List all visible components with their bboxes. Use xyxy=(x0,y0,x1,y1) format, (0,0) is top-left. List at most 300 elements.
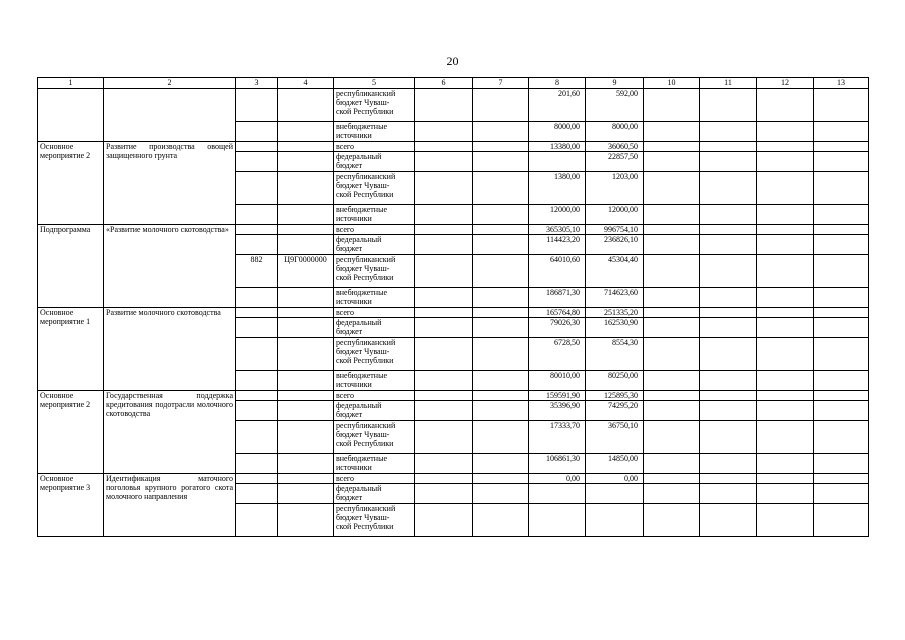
table-row xyxy=(38,474,869,484)
value-cell: 8000,00 xyxy=(586,122,644,142)
target-article-cell xyxy=(278,421,334,454)
value-cell xyxy=(644,484,700,504)
value-cell xyxy=(757,401,814,421)
value-cell xyxy=(644,172,700,205)
funding-source-line: бюджет xyxy=(336,244,363,253)
funding-source-line: бюджет Чуваш- xyxy=(336,98,390,107)
value-cell xyxy=(473,504,529,537)
funding-source-line: бюджет Чуваш- xyxy=(336,347,390,356)
measure-name-cell: Идентификация маточного поголовья крупного рогатого скота молочного направления xyxy=(104,474,236,537)
funding-source-line: источники xyxy=(336,297,372,306)
funding-source-cell xyxy=(334,235,415,255)
measure-type-cell: Подпрограмма xyxy=(38,225,104,308)
funding-source-line: республиканский xyxy=(336,89,396,98)
value-cell: 6728,50 xyxy=(529,338,586,371)
value-cell xyxy=(757,371,814,391)
grbs-code-cell xyxy=(236,454,278,474)
target-article-cell xyxy=(278,172,334,205)
target-article-cell xyxy=(278,205,334,225)
value-cell xyxy=(814,205,869,225)
value-cell xyxy=(415,474,473,484)
value-cell xyxy=(814,484,869,504)
grbs-code-cell xyxy=(236,235,278,255)
funding-source-line: бюджет xyxy=(336,493,363,502)
funding-source-cell xyxy=(334,318,415,338)
value-cell xyxy=(757,255,814,288)
funding-source-cell xyxy=(334,205,415,225)
value-cell xyxy=(757,122,814,142)
target-article-cell xyxy=(278,401,334,421)
value-cell xyxy=(473,225,529,235)
value-cell xyxy=(814,318,869,338)
value-cell: 80250,00 xyxy=(586,371,644,391)
value-cell xyxy=(473,255,529,288)
value-cell xyxy=(814,89,869,122)
funding-source-line: ской Республики xyxy=(336,439,394,448)
value-cell xyxy=(644,89,700,122)
value-cell: 0,00 xyxy=(586,474,644,484)
value-cell xyxy=(473,235,529,255)
value-cell: 8554,30 xyxy=(586,338,644,371)
funding-source-line: внебюджетные xyxy=(336,454,387,463)
grbs-code-cell xyxy=(236,308,278,318)
target-article-cell xyxy=(278,225,334,235)
funding-source-cell xyxy=(334,401,415,421)
value-cell: 186871,30 xyxy=(529,288,586,308)
value-cell: 17333,70 xyxy=(529,421,586,454)
grbs-code-cell xyxy=(236,205,278,225)
value-cell xyxy=(415,235,473,255)
funding-source-line: ской Республики xyxy=(336,107,394,116)
value-cell xyxy=(529,504,586,537)
value-cell xyxy=(473,288,529,308)
value-cell xyxy=(700,308,757,318)
table-row xyxy=(38,89,869,122)
value-cell xyxy=(814,474,869,484)
value-cell xyxy=(814,152,869,172)
value-cell: 64010,60 xyxy=(529,255,586,288)
value-cell xyxy=(700,484,757,504)
funding-source-cell xyxy=(334,421,415,454)
funding-source-cell xyxy=(334,504,415,537)
value-cell: 251335,20 xyxy=(586,308,644,318)
funding-source-cell xyxy=(334,391,415,401)
header-cell: 7 xyxy=(473,78,529,89)
target-article-cell xyxy=(278,308,334,318)
measure-name-cell: «Развитие молочного скотоводства» xyxy=(104,225,236,308)
value-cell xyxy=(586,504,644,537)
funding-source-line: источники xyxy=(336,380,372,389)
measure-type-cell: Основное мероприятие 2 xyxy=(38,391,104,474)
value-cell xyxy=(700,474,757,484)
value-cell xyxy=(757,308,814,318)
value-cell xyxy=(757,318,814,338)
header-cell: 10 xyxy=(644,78,700,89)
value-cell xyxy=(700,421,757,454)
funding-source-cell xyxy=(334,122,415,142)
funding-source-line: всего xyxy=(336,308,355,317)
page-number: 20 xyxy=(446,54,459,68)
value-cell xyxy=(473,308,529,318)
value-cell xyxy=(473,89,529,122)
funding-source-line: ской Республики xyxy=(336,190,394,199)
value-cell xyxy=(415,255,473,288)
target-article-cell xyxy=(278,474,334,484)
funding-source-cell xyxy=(334,225,415,235)
value-cell xyxy=(473,454,529,474)
value-cell: 1380,00 xyxy=(529,172,586,205)
value-cell xyxy=(473,318,529,338)
value-cell xyxy=(415,401,473,421)
value-cell xyxy=(415,504,473,537)
value-cell xyxy=(757,484,814,504)
value-cell xyxy=(644,371,700,391)
value-cell xyxy=(700,288,757,308)
value-cell xyxy=(644,504,700,537)
value-cell xyxy=(644,255,700,288)
header-cell: 4 xyxy=(278,78,334,89)
header-cell: 12 xyxy=(757,78,814,89)
funding-source-line: федеральный xyxy=(336,484,382,493)
measure-name-cell: Развитие молочного скотоводства xyxy=(104,308,236,391)
funding-source-line: республиканский xyxy=(336,172,396,181)
funding-source-line: республиканский xyxy=(336,338,396,347)
measure-type-cell: Основное мероприятие 1 xyxy=(38,308,104,391)
grbs-code-cell xyxy=(236,371,278,391)
funding-source-line: республиканский xyxy=(336,421,396,430)
grbs-code-cell xyxy=(236,421,278,454)
value-cell: 79026,30 xyxy=(529,318,586,338)
value-cell xyxy=(415,338,473,371)
value-cell xyxy=(814,225,869,235)
grbs-code-cell xyxy=(236,474,278,484)
value-cell xyxy=(700,235,757,255)
value-cell xyxy=(415,454,473,474)
value-cell: 12000,00 xyxy=(586,205,644,225)
funding-source-line: ской Республики xyxy=(336,522,394,531)
value-cell xyxy=(814,172,869,205)
funding-source-cell xyxy=(334,371,415,391)
value-cell xyxy=(415,484,473,504)
value-cell: 80010,00 xyxy=(529,371,586,391)
value-cell xyxy=(814,255,869,288)
value-cell: 996754,10 xyxy=(586,225,644,235)
value-cell xyxy=(757,504,814,537)
value-cell: 13380,00 xyxy=(529,142,586,152)
value-cell xyxy=(757,338,814,371)
value-cell xyxy=(586,484,644,504)
value-cell: 162530,90 xyxy=(586,318,644,338)
target-article-cell xyxy=(278,89,334,122)
value-cell xyxy=(700,255,757,288)
value-cell xyxy=(473,142,529,152)
value-cell xyxy=(700,152,757,172)
value-cell xyxy=(700,401,757,421)
funding-source-cell xyxy=(334,338,415,371)
table-row xyxy=(38,391,869,401)
value-cell xyxy=(415,371,473,391)
value-cell xyxy=(473,421,529,454)
target-article-cell xyxy=(278,318,334,338)
value-cell xyxy=(644,205,700,225)
value-cell xyxy=(700,504,757,537)
value-cell xyxy=(473,484,529,504)
funding-source-line: федеральный xyxy=(336,235,382,244)
value-cell xyxy=(757,89,814,122)
value-cell xyxy=(415,152,473,172)
value-cell xyxy=(757,288,814,308)
target-article-cell xyxy=(278,504,334,537)
budget-table xyxy=(37,77,869,537)
funding-source-line: всего xyxy=(336,225,355,234)
value-cell: 106861,30 xyxy=(529,454,586,474)
measure-name-cell: Развитие производства овощей защищенного грунта xyxy=(104,142,236,225)
value-cell: 159591,90 xyxy=(529,391,586,401)
value-cell xyxy=(644,142,700,152)
grbs-code-cell xyxy=(236,484,278,504)
funding-source-cell xyxy=(334,454,415,474)
value-cell xyxy=(644,474,700,484)
value-cell: 365305,10 xyxy=(529,225,586,235)
funding-source-line: федеральный xyxy=(336,152,382,161)
value-cell: 201,60 xyxy=(529,89,586,122)
funding-source-line: бюджет Чуваш- xyxy=(336,181,390,190)
value-cell xyxy=(757,474,814,484)
value-cell xyxy=(814,308,869,318)
value-cell: 12000,00 xyxy=(529,205,586,225)
target-article-cell xyxy=(278,338,334,371)
value-cell xyxy=(473,205,529,225)
funding-source-line: всего xyxy=(336,474,355,483)
funding-source-line: источники xyxy=(336,463,372,472)
funding-source-line: бюджет Чуваш- xyxy=(336,264,390,273)
funding-source-line: бюджет Чуваш- xyxy=(336,430,390,439)
value-cell xyxy=(473,401,529,421)
value-cell xyxy=(700,225,757,235)
value-cell xyxy=(415,122,473,142)
value-cell: 714623,60 xyxy=(586,288,644,308)
value-cell: 8000,00 xyxy=(529,122,586,142)
value-cell xyxy=(757,421,814,454)
value-cell: 592,00 xyxy=(586,89,644,122)
value-cell xyxy=(700,89,757,122)
value-cell xyxy=(644,288,700,308)
funding-source-line: внебюджетные xyxy=(336,205,387,214)
header-cell: 5 xyxy=(334,78,415,89)
table-row xyxy=(38,308,869,318)
grbs-code-cell xyxy=(236,318,278,338)
grbs-code-cell xyxy=(236,391,278,401)
value-cell xyxy=(757,142,814,152)
grbs-code-cell xyxy=(236,504,278,537)
funding-source-cell xyxy=(334,288,415,308)
value-cell: 165764,80 xyxy=(529,308,586,318)
target-article-cell xyxy=(278,152,334,172)
value-cell xyxy=(757,225,814,235)
grbs-code-cell xyxy=(236,288,278,308)
target-article-cell xyxy=(278,142,334,152)
funding-source-cell xyxy=(334,484,415,504)
value-cell xyxy=(473,391,529,401)
grbs-code-cell xyxy=(236,89,278,122)
value-cell: 125895,30 xyxy=(586,391,644,401)
funding-source-cell xyxy=(334,308,415,318)
header-cell: 13 xyxy=(814,78,869,89)
measure-type-cell: Основное мероприятие 3 xyxy=(38,474,104,537)
value-cell xyxy=(757,152,814,172)
grbs-code-cell xyxy=(236,152,278,172)
value-cell xyxy=(473,152,529,172)
value-cell xyxy=(415,421,473,454)
funding-source-line: федеральный xyxy=(336,318,382,327)
funding-source-line: республиканский xyxy=(336,504,396,513)
funding-source-line: источники xyxy=(336,131,372,140)
value-cell xyxy=(757,205,814,225)
value-cell xyxy=(473,474,529,484)
value-cell xyxy=(700,338,757,371)
value-cell: 0,00 xyxy=(529,474,586,484)
value-cell xyxy=(814,504,869,537)
value-cell: 1203,00 xyxy=(586,172,644,205)
target-article-cell xyxy=(278,235,334,255)
value-cell xyxy=(529,484,586,504)
header-cell: 1 xyxy=(38,78,104,89)
value-cell: 74295,20 xyxy=(586,401,644,421)
value-cell xyxy=(644,421,700,454)
header-cell: 3 xyxy=(236,78,278,89)
measure-name-cell xyxy=(104,89,236,142)
target-article-cell xyxy=(278,371,334,391)
value-cell xyxy=(415,172,473,205)
value-cell xyxy=(415,288,473,308)
value-cell xyxy=(814,454,869,474)
funding-source-line: республиканский xyxy=(336,255,396,264)
value-cell: 36750,10 xyxy=(586,421,644,454)
value-cell xyxy=(814,288,869,308)
value-cell xyxy=(415,318,473,338)
value-cell xyxy=(644,338,700,371)
grbs-code-cell xyxy=(236,401,278,421)
measure-type-cell: Основное мероприятие 2 xyxy=(38,142,104,225)
value-cell xyxy=(814,235,869,255)
value-cell xyxy=(814,391,869,401)
grbs-code-cell xyxy=(236,338,278,371)
header-cell: 6 xyxy=(415,78,473,89)
header-cell: 8 xyxy=(529,78,586,89)
target-article-cell: Ц9Г0000000 xyxy=(278,255,334,288)
value-cell xyxy=(415,142,473,152)
funding-source-line: внебюджетные xyxy=(336,288,387,297)
value-cell xyxy=(644,401,700,421)
value-cell xyxy=(644,391,700,401)
target-article-cell xyxy=(278,122,334,142)
header-cell: 2 xyxy=(104,78,236,89)
value-cell xyxy=(415,308,473,318)
target-article-cell xyxy=(278,391,334,401)
funding-source-line: ской Республики xyxy=(336,273,394,282)
value-cell xyxy=(814,142,869,152)
table-row xyxy=(38,225,869,235)
value-cell xyxy=(814,401,869,421)
value-cell xyxy=(644,454,700,474)
value-cell xyxy=(814,338,869,371)
value-cell xyxy=(757,454,814,474)
funding-source-line: федеральный xyxy=(336,401,382,410)
value-cell: 14850,00 xyxy=(586,454,644,474)
value-cell: 36060,50 xyxy=(586,142,644,152)
header-cell: 11 xyxy=(700,78,757,89)
funding-source-line: ской Республики xyxy=(336,356,394,365)
target-article-cell xyxy=(278,454,334,474)
value-cell xyxy=(814,122,869,142)
value-cell xyxy=(529,152,586,172)
value-cell xyxy=(700,371,757,391)
target-article-cell xyxy=(278,288,334,308)
value-cell xyxy=(644,122,700,142)
value-cell: 236826,10 xyxy=(586,235,644,255)
funding-source-cell xyxy=(334,142,415,152)
funding-source-line: всего xyxy=(336,391,355,400)
value-cell xyxy=(644,235,700,255)
grbs-code-cell xyxy=(236,122,278,142)
value-cell xyxy=(415,225,473,235)
value-cell xyxy=(814,421,869,454)
funding-source-cell xyxy=(334,255,415,288)
funding-source-line: бюджет xyxy=(336,410,363,419)
value-cell xyxy=(757,391,814,401)
value-cell xyxy=(757,235,814,255)
value-cell xyxy=(700,454,757,474)
value-cell xyxy=(473,122,529,142)
value-cell xyxy=(644,152,700,172)
funding-source-line: всего xyxy=(336,142,355,151)
value-cell xyxy=(644,318,700,338)
value-cell xyxy=(415,89,473,122)
funding-source-cell xyxy=(334,152,415,172)
value-cell xyxy=(700,205,757,225)
value-cell xyxy=(473,172,529,205)
grbs-code-cell xyxy=(236,172,278,205)
header-row xyxy=(38,78,869,89)
funding-source-line: внебюджетные xyxy=(336,371,387,380)
measure-name-cell: Государственная поддержка кредитования подотрасли молочного скотоводства xyxy=(104,391,236,474)
value-cell xyxy=(473,338,529,371)
value-cell: 45304,40 xyxy=(586,255,644,288)
value-cell xyxy=(415,205,473,225)
funding-source-line: бюджет xyxy=(336,327,363,336)
value-cell: 35396,90 xyxy=(529,401,586,421)
measure-type-cell xyxy=(38,89,104,142)
target-article-cell xyxy=(278,484,334,504)
value-cell xyxy=(700,172,757,205)
value-cell xyxy=(644,308,700,318)
grbs-code-cell xyxy=(236,225,278,235)
header-cell: 9 xyxy=(586,78,644,89)
value-cell xyxy=(700,318,757,338)
grbs-code-cell xyxy=(236,142,278,152)
funding-source-line: бюджет xyxy=(336,161,363,170)
grbs-code-cell: 882 xyxy=(236,255,278,288)
funding-source-cell xyxy=(334,172,415,205)
value-cell xyxy=(473,371,529,391)
funding-source-cell xyxy=(334,89,415,122)
value-cell xyxy=(700,391,757,401)
value-cell xyxy=(644,225,700,235)
value-cell: 114423,20 xyxy=(529,235,586,255)
table-row xyxy=(38,142,869,152)
value-cell xyxy=(814,371,869,391)
funding-source-line: источники xyxy=(336,214,372,223)
